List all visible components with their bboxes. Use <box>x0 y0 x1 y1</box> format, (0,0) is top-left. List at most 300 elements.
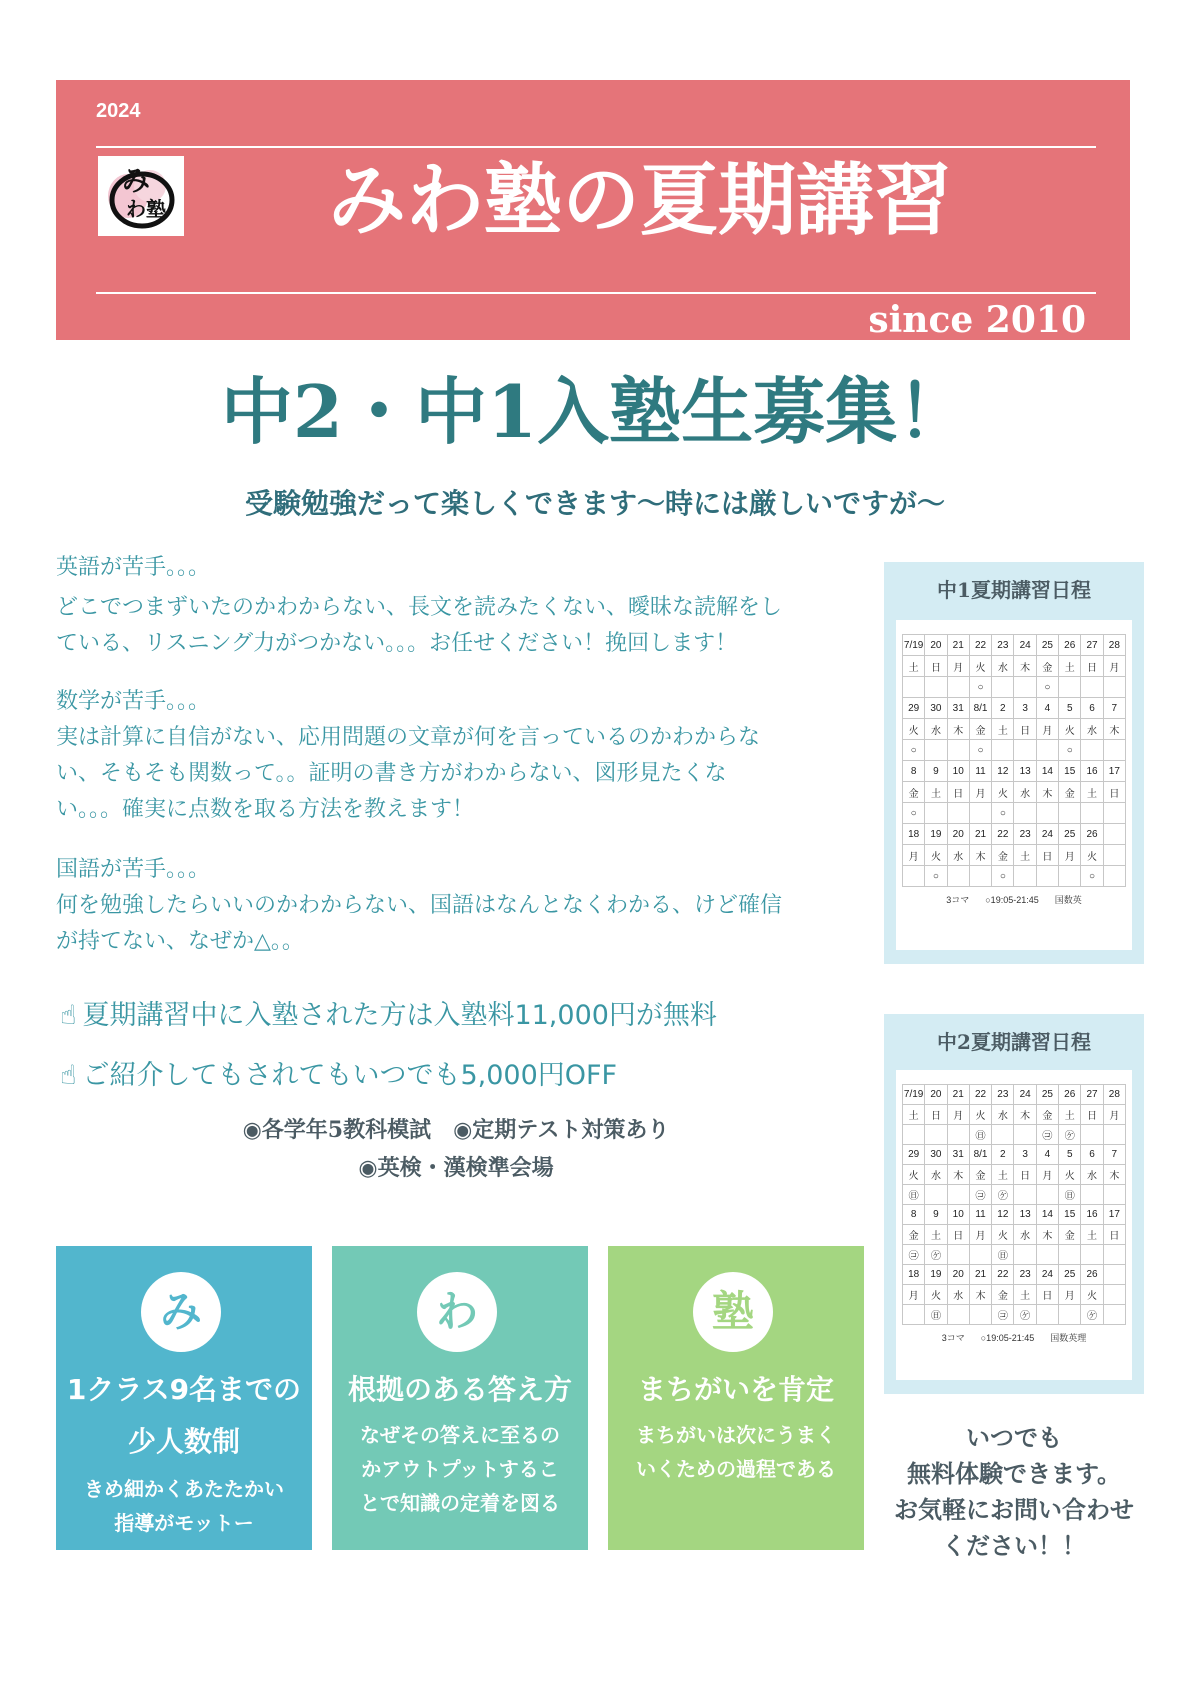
calendar-cell: 月 <box>947 1105 969 1125</box>
calendar-cell: 14 <box>1036 761 1058 782</box>
calendar-cell: 31 <box>947 698 969 719</box>
calendar-cell: ○ <box>925 866 947 887</box>
calendar-cell: 水 <box>947 845 969 866</box>
promo-text: 夏期講習中に入塾された方は入塾料11,000円が無料 <box>82 1000 717 1031</box>
calendar-cell <box>1081 1125 1103 1145</box>
calendar-cell <box>1014 1185 1036 1205</box>
schedule-grade1-paper <box>896 620 1132 950</box>
calendar-cell <box>947 1125 969 1145</box>
calendar-row-days <box>903 656 1126 677</box>
calendar-cell: ○ <box>1059 740 1081 761</box>
calendar-cell: 日 <box>947 782 969 803</box>
trial-line: お気軽にお問い合わせ <box>894 1495 1134 1524</box>
calendar-row-dates <box>903 1205 1126 1225</box>
calendar-cell: ㋘ <box>1059 1125 1081 1145</box>
calendar-cell: 火 <box>1059 719 1081 740</box>
schedule-grade1-title: 中1夏期講習日程 <box>937 578 1091 602</box>
calendar-cell <box>1081 1245 1103 1265</box>
english-title: 英語が苦手。。。 <box>56 555 211 580</box>
schedule-grade2-paper <box>896 1070 1132 1380</box>
calendar-row-days <box>903 1105 1126 1125</box>
calendar-cell <box>1103 1245 1125 1265</box>
calendar-row-dates <box>903 1265 1126 1285</box>
pointing-finger-icon: ☝ <box>60 1060 77 1091</box>
calendar-cell <box>1103 677 1125 698</box>
calendar-cell: 25 <box>1036 635 1058 656</box>
calendar-cell <box>1103 1185 1125 1205</box>
calendar-cell: 20 <box>925 1085 947 1105</box>
calendar-cell: ㊐ <box>903 1185 925 1205</box>
card-body-line: とで知識の定着を図る <box>360 1491 560 1515</box>
calendar-cell: ○ <box>903 740 925 761</box>
calendar-cell: 30 <box>925 698 947 719</box>
calendar-cell <box>1036 803 1058 824</box>
calendar-cell <box>925 1125 947 1145</box>
calendar-cell <box>1014 1245 1036 1265</box>
calendar-cell <box>1014 1125 1036 1145</box>
calendar-row-days <box>903 782 1126 803</box>
calendar-cell: 土 <box>925 782 947 803</box>
calendar-cell <box>992 1125 1014 1145</box>
calendar-cell: 金 <box>1036 656 1058 677</box>
calendar-cell: 10 <box>947 761 969 782</box>
calendar-cell <box>1059 803 1081 824</box>
trial-line: 無料体験できます。 <box>906 1459 1122 1488</box>
calendar-cell: ○ <box>992 803 1014 824</box>
card-body <box>346 1418 574 1520</box>
card-heading <box>608 1364 864 1416</box>
calendar-cell: 3 <box>1014 1145 1036 1165</box>
calendar-row-dates <box>903 635 1126 656</box>
calendar-cell: 9 <box>925 1205 947 1225</box>
calendar-cell: 25 <box>1059 1265 1081 1285</box>
calendar-cell <box>1036 866 1058 887</box>
calendar-cell: 土 <box>1014 1285 1036 1305</box>
math-line-3: い。。。確実に点数を取る方法を教えます！ <box>56 797 475 822</box>
calendar-row-dates <box>903 698 1126 719</box>
calendar-cell: 水 <box>1014 1225 1036 1245</box>
calendar-cell: ㊐ <box>925 1305 947 1325</box>
calendar-cell <box>1036 740 1058 761</box>
calendar-cell: 火 <box>992 782 1014 803</box>
calendar-row-dates <box>903 1145 1126 1165</box>
calendar-cell: 日 <box>1081 656 1103 677</box>
calendar-row-marks <box>903 1185 1126 1205</box>
calendar-cell: 4 <box>1036 698 1058 719</box>
calendar-cell: 22 <box>992 824 1014 845</box>
calendar-cell <box>1081 1185 1103 1205</box>
calendar-cell <box>947 866 969 887</box>
calendar-cell: 月 <box>1059 845 1081 866</box>
calendar-cell: 木 <box>1014 656 1036 677</box>
schedule-grade1-table <box>902 634 1126 887</box>
calendar-cell: 5 <box>1059 698 1081 719</box>
card-body-line: 指導がモットー <box>114 1511 254 1535</box>
calendar-row-days <box>903 1225 1126 1245</box>
calendar-cell: 木 <box>969 845 991 866</box>
calendar-cell: 25 <box>1036 1085 1058 1105</box>
calendar-cell: 木 <box>947 1165 969 1185</box>
calendar-row-marks <box>903 866 1126 887</box>
calendar-cell: ㋙ <box>969 1185 991 1205</box>
calendar-cell: 水 <box>992 1105 1014 1125</box>
calendar-cell <box>969 866 991 887</box>
calendar-cell: 土 <box>1014 845 1036 866</box>
calendar-cell <box>947 1245 969 1265</box>
calendar-cell: ㊐ <box>1059 1185 1081 1205</box>
calendar-cell <box>1103 1305 1125 1325</box>
calendar-row-marks <box>903 803 1126 824</box>
calendar-cell: 7 <box>1103 1145 1125 1165</box>
calendar-cell: 月 <box>903 1285 925 1305</box>
calendar-cell: 火 <box>969 656 991 677</box>
calendar-cell: 金 <box>1059 1225 1081 1245</box>
calendar-cell: 日 <box>925 656 947 677</box>
calendar-cell: 月 <box>903 845 925 866</box>
calendar-cell <box>925 677 947 698</box>
english-line-1: どこでつまずいたのかわからない、長文を読みたくない、曖昧な読解をし <box>56 595 783 620</box>
feature-card-small-class <box>56 1246 312 1550</box>
calendar-cell: 金 <box>1036 1105 1058 1125</box>
card-body-line: なぜその答えに至るの <box>360 1423 560 1447</box>
calendar-cell: 金 <box>903 782 925 803</box>
card-body <box>70 1472 298 1540</box>
calendar-cell <box>969 1245 991 1265</box>
calendar-cell: 23 <box>1014 1265 1036 1285</box>
calendar-cell: 日 <box>1014 1165 1036 1185</box>
subheadline: 受験勉強だって楽しくできます〜時には厳しいですが〜 <box>244 487 945 520</box>
calendar-cell: ㋘ <box>1014 1305 1036 1325</box>
math-section <box>56 684 856 828</box>
calendar-row-days <box>903 719 1126 740</box>
card-body-line: いくための過程である <box>636 1457 836 1481</box>
calendar-cell <box>947 1305 969 1325</box>
free-trial-note <box>884 1420 1144 1564</box>
english-line-2: ている、リスニング力がつかない。。。お任せください！挽回します！ <box>56 631 738 656</box>
calendar-cell: 26 <box>1059 1085 1081 1105</box>
calendar-cell: ○ <box>969 677 991 698</box>
calendar-cell: 土 <box>1059 656 1081 677</box>
calendar-cell <box>947 740 969 761</box>
calendar-cell: 7/19 <box>903 635 925 656</box>
calendar-cell: 土 <box>1081 782 1103 803</box>
calendar-cell: ○ <box>1081 866 1103 887</box>
card-heading-line: 根拠のある答え方 <box>347 1373 572 1406</box>
calendar-cell: 26 <box>1081 1265 1103 1285</box>
calendar-cell <box>947 1185 969 1205</box>
calendar-row-days <box>903 1165 1126 1185</box>
japanese-line-2: が持てない、なぜか△。。 <box>56 929 304 954</box>
calendar-cell: 水 <box>925 1165 947 1185</box>
calendar-cell <box>1081 740 1103 761</box>
calendar-cell: 23 <box>992 635 1014 656</box>
calendar-cell <box>969 803 991 824</box>
calendar-footer-item: ○19:05-21:45 <box>980 1333 1035 1343</box>
calendar-cell: 27 <box>1081 1085 1103 1105</box>
calendar-cell: 火 <box>903 1165 925 1185</box>
header-divider-bottom <box>96 292 1096 294</box>
schedule-grade2-table <box>902 1084 1126 1325</box>
calendar-cell: 7/19 <box>903 1085 925 1105</box>
calendar-cell: 木 <box>1036 782 1058 803</box>
calendar-cell: 28 <box>1103 1085 1125 1105</box>
calendar-cell: 金 <box>992 1285 1014 1305</box>
calendar-cell: 10 <box>947 1205 969 1225</box>
calendar-cell: 日 <box>947 1225 969 1245</box>
calendar-cell: 日 <box>1036 845 1058 866</box>
card-body-line: かアウトプットするこ <box>361 1457 559 1481</box>
calendar-cell: 土 <box>1081 1225 1103 1245</box>
calendar-cell: 7 <box>1103 698 1125 719</box>
trial-line: いつでも <box>966 1423 1062 1452</box>
calendar-cell: 月 <box>969 782 991 803</box>
since-label: since 2010 <box>868 299 1086 341</box>
calendar-cell: 火 <box>925 1285 947 1305</box>
promo-referral <box>60 1056 617 1096</box>
calendar-row-marks <box>903 1245 1126 1265</box>
feature-card-mistakes <box>608 1246 864 1550</box>
calendar-cell: 火 <box>925 845 947 866</box>
calendar-cell: 17 <box>1103 1205 1125 1225</box>
calendar-cell: 22 <box>969 1085 991 1105</box>
calendar-cell: 火 <box>903 719 925 740</box>
calendar-cell <box>1059 866 1081 887</box>
calendar-cell: ㋙ <box>903 1245 925 1265</box>
calendar-cell <box>1014 740 1036 761</box>
calendar-cell: 日 <box>925 1105 947 1125</box>
calendar-cell: 24 <box>1036 1265 1058 1285</box>
calendar-cell: 20 <box>947 1265 969 1285</box>
calendar-cell: 25 <box>1059 824 1081 845</box>
calendar-cell: 2 <box>992 1145 1014 1165</box>
calendar-row-dates <box>903 761 1126 782</box>
calendar-cell: 土 <box>992 1165 1014 1185</box>
calendar-cell: 24 <box>1014 635 1036 656</box>
calendar-cell: 9 <box>925 761 947 782</box>
calendar-cell <box>1103 803 1125 824</box>
calendar-cell: 18 <box>903 1265 925 1285</box>
calendar-cell: 火 <box>1081 845 1103 866</box>
calendar-footer-item: 3コマ <box>941 1333 965 1343</box>
calendar-cell: 水 <box>992 656 1014 677</box>
calendar-cell: 20 <box>925 635 947 656</box>
calendar-cell: ○ <box>903 803 925 824</box>
japanese-line-1: 何を勉強したらいいのかわからない、国語はなんとなくわかる、けど確信 <box>56 893 783 918</box>
calendar-row-dates <box>903 1085 1126 1105</box>
calendar-cell: 日 <box>1081 1105 1103 1125</box>
calendar-cell: 29 <box>903 1145 925 1165</box>
calendar-cell <box>903 1125 925 1145</box>
calendar-cell <box>1014 803 1036 824</box>
feature-card-reasoning <box>332 1246 588 1550</box>
schedule-grade1-footer <box>902 893 1126 906</box>
calendar-cell: 月 <box>1036 1165 1058 1185</box>
calendar-cell <box>992 740 1014 761</box>
calendar-cell: 15 <box>1059 761 1081 782</box>
calendar-cell <box>1036 1245 1058 1265</box>
calendar-cell: 木 <box>969 1285 991 1305</box>
calendar-cell <box>1059 677 1081 698</box>
calendar-cell: ㋙ <box>992 1305 1014 1325</box>
calendar-cell: 木 <box>947 719 969 740</box>
calendar-cell: 16 <box>1081 761 1103 782</box>
calendar-cell <box>1014 677 1036 698</box>
calendar-row-marks <box>903 740 1126 761</box>
calendar-cell: 23 <box>992 1085 1014 1105</box>
calendar-cell: 19 <box>925 1265 947 1285</box>
svg-text:み: み <box>121 164 151 197</box>
calendar-cell: 8/1 <box>969 1145 991 1165</box>
calendar-cell: 土 <box>903 1105 925 1125</box>
calendar-cell: 12 <box>992 761 1014 782</box>
calendar-cell: 土 <box>925 1225 947 1245</box>
calendar-cell: ○ <box>992 866 1014 887</box>
calendar-cell: 木 <box>1036 1225 1058 1245</box>
calendar-cell <box>1081 677 1103 698</box>
calendar-cell: 水 <box>1081 1165 1103 1185</box>
card-heading-line: 1クラス9名までの <box>66 1373 302 1406</box>
card-heading <box>332 1364 588 1416</box>
calendar-cell <box>1036 1185 1058 1205</box>
calendar-cell: 日 <box>1103 1225 1125 1245</box>
calendar-cell: 8 <box>903 1205 925 1225</box>
card-char-badge: み <box>141 1272 221 1352</box>
calendar-cell: 12 <box>992 1205 1014 1225</box>
calendar-cell: 水 <box>1081 719 1103 740</box>
card-char-badge: 塾 <box>693 1272 773 1352</box>
calendar-cell: 日 <box>1103 782 1125 803</box>
calendar-cell: 8/1 <box>969 698 991 719</box>
calendar-row-marks <box>903 677 1126 698</box>
calendar-cell <box>947 803 969 824</box>
card-heading-line: まちがいを肯定 <box>637 1373 834 1406</box>
calendar-cell: 29 <box>903 698 925 719</box>
calendar-cell: 26 <box>1059 635 1081 656</box>
calendar-cell: 22 <box>992 1265 1014 1285</box>
calendar-cell <box>1103 866 1125 887</box>
calendar-cell: 23 <box>1014 824 1036 845</box>
calendar-cell <box>1103 1265 1125 1285</box>
calendar-cell <box>903 1305 925 1325</box>
calendar-row-days <box>903 1285 1126 1305</box>
calendar-cell <box>947 677 969 698</box>
schedule-grade1 <box>884 562 1144 964</box>
calendar-cell: 水 <box>947 1285 969 1305</box>
pointing-finger-icon: ☝ <box>60 1000 77 1031</box>
calendar-cell: 金 <box>969 719 991 740</box>
calendar-cell: 22 <box>969 635 991 656</box>
calendar-cell: 金 <box>903 1225 925 1245</box>
calendar-cell: ○ <box>1036 677 1058 698</box>
math-line-1: 実は計算に自信がない、応用問題の文章が何を言っているのかわからな <box>56 725 761 750</box>
calendar-cell: ㋘ <box>992 1185 1014 1205</box>
calendar-cell <box>1081 803 1103 824</box>
card-body <box>622 1418 850 1486</box>
calendar-cell <box>925 740 947 761</box>
calendar-cell: 金 <box>992 845 1014 866</box>
features-line-1: ◉各学年5教科模試 ◉定期テスト対策あり <box>242 1117 670 1143</box>
calendar-cell: 26 <box>1081 824 1103 845</box>
calendar-cell: 11 <box>969 1205 991 1225</box>
calendar-cell <box>1036 1305 1058 1325</box>
calendar-row-days <box>903 845 1126 866</box>
calendar-cell: 15 <box>1059 1205 1081 1225</box>
calendar-cell <box>903 866 925 887</box>
headline: 中2・中1入塾生募集！ <box>220 369 970 454</box>
calendar-cell: 21 <box>947 635 969 656</box>
calendar-cell: 3 <box>1014 698 1036 719</box>
calendar-cell: 14 <box>1036 1205 1058 1225</box>
calendar-cell: ㋘ <box>925 1245 947 1265</box>
calendar-cell <box>1059 1305 1081 1325</box>
calendar-cell: 16 <box>1081 1205 1103 1225</box>
year-label: 2024 <box>96 100 141 122</box>
calendar-row-marks <box>903 1305 1126 1325</box>
calendar-cell: 月 <box>1036 719 1058 740</box>
calendar-footer-item: 国数英理 <box>1050 1333 1087 1343</box>
svg-text:わ塾: わ塾 <box>126 197 166 221</box>
japanese-section <box>56 852 856 960</box>
calendar-cell: 6 <box>1081 698 1103 719</box>
card-body-line: きめ細かくあたたかい <box>84 1477 284 1501</box>
calendar-cell: 火 <box>1059 1165 1081 1185</box>
calendar-cell: 21 <box>947 1085 969 1105</box>
calendar-footer-item: 国数英 <box>1054 895 1082 905</box>
calendar-footer-item: ○19:05-21:45 <box>985 895 1039 905</box>
calendar-cell: 月 <box>1059 1285 1081 1305</box>
calendar-cell: 20 <box>947 824 969 845</box>
calendar-cell: 火 <box>992 1225 1014 1245</box>
calendar-cell <box>925 1185 947 1205</box>
calendar-cell: 日 <box>1014 719 1036 740</box>
calendar-cell <box>969 1305 991 1325</box>
calendar-cell <box>925 803 947 824</box>
calendar-cell: 13 <box>1014 761 1036 782</box>
math-line-2: い、そもそも関数って。。証明の書き方がわからない、図形見たくな <box>56 761 727 786</box>
calendar-cell: 8 <box>903 761 925 782</box>
calendar-row-marks <box>903 1125 1126 1145</box>
calendar-cell: 土 <box>992 719 1014 740</box>
calendar-cell: 金 <box>1059 782 1081 803</box>
calendar-cell: ㋙ <box>1036 1125 1058 1145</box>
features-line-2: ◉英検・漢検準会場 <box>358 1155 554 1181</box>
calendar-cell: 31 <box>947 1145 969 1165</box>
calendar-cell: 27 <box>1081 635 1103 656</box>
calendar-cell <box>1103 1125 1125 1145</box>
calendar-cell: 土 <box>1059 1105 1081 1125</box>
calendar-cell <box>1103 845 1125 866</box>
calendar-cell: 11 <box>969 761 991 782</box>
calendar-footer-item: 3コマ <box>946 895 970 905</box>
calendar-cell: 24 <box>1036 824 1058 845</box>
calendar-cell: 30 <box>925 1145 947 1165</box>
calendar-cell: 木 <box>1103 1165 1125 1185</box>
calendar-cell: 19 <box>925 824 947 845</box>
calendar-cell: 月 <box>969 1225 991 1245</box>
calendar-cell: 金 <box>969 1165 991 1185</box>
calendar-cell: 17 <box>1103 761 1125 782</box>
calendar-cell: 土 <box>903 656 925 677</box>
promo-text: ご紹介してもされてもいつでも5,000円OFF <box>82 1060 618 1091</box>
calendar-cell: ㊐ <box>969 1125 991 1145</box>
english-section <box>56 550 856 662</box>
math-title: 数学が苦手。。。 <box>56 689 211 714</box>
calendar-cell: 18 <box>903 824 925 845</box>
calendar-cell: 月 <box>947 656 969 677</box>
japanese-title: 国語が苦手。。。 <box>56 857 211 882</box>
calendar-cell: 月 <box>1103 1105 1125 1125</box>
calendar-cell: 日 <box>1036 1285 1058 1305</box>
